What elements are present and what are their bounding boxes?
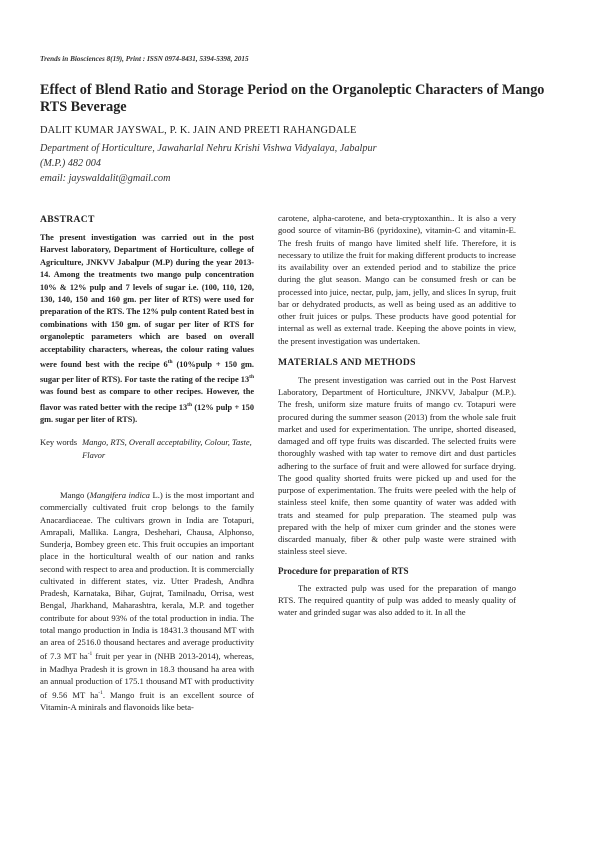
- methods-paragraph: The present investigation was carried out in the Post Harvest Laboratory, Department of Horticulture, JNKVV, Jabalpur (M.P.). The fresh, uniform size mature fruits of mango cv. Totapuri were procured during the summer season (2013) from the whole sale fruit market and used for experimentation. The unripe, shorted diseased, damaged and off type fruits was discarded. The selected fruits were thoroughly washed with tap water to remove dirt and dust particles adhering to the surface of fruit and were allowed for surface drying. The good quality shorted fruits were picked up and used for the purpose of experimentation. The fruits were peeled with the help of stainless steel knife, then some quantity of water was added with trats and steamed for pulp preparation. The steamed pulp was prepared with the help of mixer cum grinder and the stones were discarded manualy, fiber & other pulp waste were strained with stainless steel sieve.: [278, 374, 516, 557]
- abstract-segment: The present investigation was carried out in the post Harvest laboratory, Department of Horticulture, college of Agriculture, JNKVV Jabalpur (M.P) during the year 2013-14. Among the treatments two mango pulp concentration 10% & 12% pulp and 7 levels of sugar i.e. (100, 110, 120, 130, 140, 150 and 160 gm. per liter of RTS) were used for preparation of the RTS. The 12% pulp content Rated best in combinations with 150 gm. of sugar per liter of RTS for organoleptic parameters which are based on overall acceptability characters, whereas, the colour rating values were found best with the recipe 6: [40, 233, 254, 369]
- intro-continuation: carotene, alpha-carotene, and beta-cryptoxanthin.. It is also a very good source of vitamin-B6 (pyridoxine), vitamin-C and vitamin-E. The fresh fruits of mango have limited shelf life. Therefore, it is necessary to utilize the fruit for making different products to increase its availability over an extended period and to stabilize the price during the glut season. Mango can be consumed fresh or can be processed into juice, nectar, pulp, jam, jelly, and slices In syrup, fruit bar or dehydrated products, as well as being used as an additive to other fruit juices or pulps. These products have good potential for internal as well as external trade. Keeping the above points in view, the present investigation was undertaken.: [278, 213, 516, 346]
- journal-citation: Trends in Biosciences 8(19), Print : ISSN 0974-8431, 5394-5398, 2015: [40, 55, 249, 63]
- affiliation-postal: (M.P.) 482 004: [40, 157, 101, 169]
- keywords-label: Key words: [40, 437, 78, 448]
- species-name: Mangifera indica: [89, 490, 150, 501]
- superscript: th: [187, 401, 193, 408]
- paper-title: Effect of Blend Ratio and Storage Period on the Organoleptic Characters of Mango RTS Beverage: [40, 82, 545, 115]
- superscript: -1: [98, 690, 103, 697]
- superscript: th: [167, 359, 173, 366]
- left-column: [40, 214, 254, 713]
- intro-segment: L.) is the most important and commercially cultivated fruit crop belongs to the family Anacardiaceae. The cultivars grown in India are Totapuri, Amrapali, Mallika. Langra, Deshehari, Chausa, Alphonso, Sunderja, Bombey green etc. This fruit occupies an important place in the horticultural wealth of our nation and ranks second with respect to area and production. It is commercially cultivated in different states, viz. Utter Pradesh, Andhra Pradesh, Karnataka, Bihar, Gujrat, Tamilnadu, Orrisa, west Bengal, Jharkhand, Maharashtra, kerala, M.P. and together contribute for about 93% of the total production in india. The total mango production in India is 18431.3 thousand MT with an area of 2516.0 thousand hectares and average productivity of 7.3 MT ha: [40, 490, 254, 662]
- superscript: th: [249, 374, 254, 381]
- abstract-text: [40, 232, 254, 426]
- abstract-heading: ABSTRACT: [40, 214, 95, 225]
- intro-paragraph: [40, 489, 254, 713]
- affiliation-line: Department of Horticulture, Jawaharlal Nehru Krishi Vishwa Vidyalaya, Jabalpur: [40, 143, 377, 154]
- intro-segment: fruit per year in (NHB 2013-2014), whereas, in Madhya Pradesh it is grown in 18.3 thousand ha area with an annual production of 175.1 thousand MT with productivity of 9.56 MT ha: [40, 651, 254, 700]
- abstract-segment: (12% pulp + 150 gm. sugar per liter of RTS).: [40, 402, 254, 424]
- affiliation-block: [40, 142, 560, 186]
- procedure-paragraph: The extracted pulp was used for the preparation of mango RTS. The required quantity of pulp was added to measly quality of water and grinded sugar was also added to it. In all the: [278, 582, 516, 617]
- author-email: email: jayswaldalit@gmail.com: [40, 172, 171, 184]
- procedure-heading: Procedure for preparation of RTS: [278, 565, 409, 576]
- intro-segment: . Mango fruit is an excellent source of Vitamin-A minirals and flavonoids like beta-: [40, 689, 254, 713]
- right-column: [278, 212, 516, 618]
- keywords-block: [40, 436, 254, 461]
- keywords-values: Mango, RTS, Overall acceptability, Colour, Taste, Flavor: [82, 437, 252, 460]
- intro-segment: Mango (: [60, 490, 90, 501]
- abstract-segment: was found best as compare to other recipes. However, the flavor was rated better with the recipe 13: [40, 387, 254, 412]
- author-list: DALIT KUMAR JAYSWAL, P. K. JAIN AND PREETI RAHANGDALE: [40, 125, 357, 136]
- abstract-segment: (10%pulp + 150 gm. sugar per liter of RTS). For taste the rating of the recipe 13: [40, 359, 254, 384]
- superscript: -1: [87, 651, 93, 658]
- methods-heading: MATERIALS AND METHODS: [278, 356, 416, 368]
